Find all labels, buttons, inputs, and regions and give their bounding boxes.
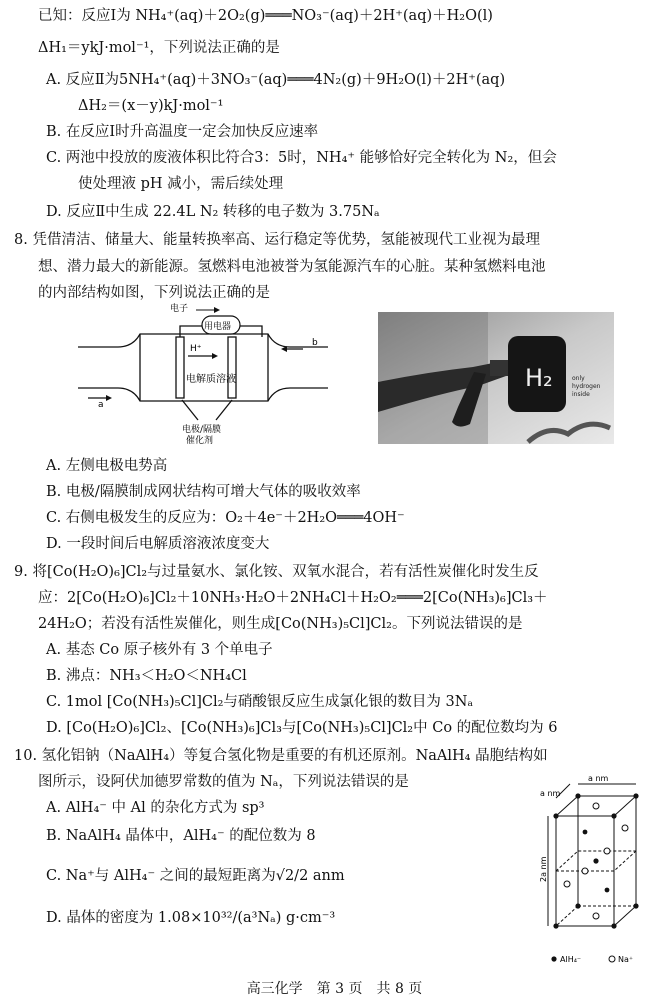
- a-label: a: [98, 400, 104, 410]
- membrane-label: 电极/隔膜: [182, 425, 222, 435]
- option-a: A. 基态 Co 原子核外有 3 个单电子: [46, 642, 273, 658]
- option-c: C. 两池中投放的废液体积比符合3：5时，NH₄⁺ 能够恰好完全转化为 N₂，但会: [46, 150, 557, 166]
- appliance-label: 用电器: [204, 322, 232, 332]
- hydrogen-label: hydrogen: [572, 383, 601, 390]
- h2-label: H₂: [525, 364, 553, 392]
- option-c: C. 右侧电极发生的反应为：O₂＋4e⁻＋2H₂O═══4OH⁻: [46, 510, 405, 526]
- option-b: B. 沸点：NH₃＜H₂O＜NH₄Cl: [46, 668, 247, 684]
- page-footer: 高三化学 第 3 页 共 8 页: [246, 981, 423, 997]
- hplus-label: H⁺: [190, 344, 202, 354]
- option-b: B. 在反应Ⅰ时升高温度一定会加快反应速率: [46, 124, 319, 140]
- question-10-text: 图所示，设阿伏加德罗常数的值为 Nₐ，下列说法错误的是: [38, 774, 409, 790]
- option-c-cont: 使处理液 pH 减小，需后续处理: [78, 176, 284, 192]
- option-a: A. 左侧电极电势高: [46, 458, 168, 474]
- option-d: D. 一段时间后电解质溶液浓度变大: [46, 536, 270, 552]
- question-8-text: 想、潜力最大的新能源。氢燃料电池被誉为氢能源汽车的心脏。某种氢燃料电池: [38, 259, 546, 275]
- legend-na: Na⁺: [618, 955, 634, 964]
- a-top-label: a nm: [588, 774, 609, 783]
- question-8-text: 的内部结构如图，下列说法正确的是: [38, 285, 270, 301]
- electrolyte-label: 电解质溶液: [186, 374, 236, 385]
- fuel-cell-diagram: [78, 304, 338, 444]
- option-b: B. NaAlH₄ 晶体中，AlH₄⁻ 的配位数为 8: [46, 828, 316, 844]
- hydrogen-fueling-photo: [378, 312, 614, 444]
- a-side-label: a nm: [540, 789, 561, 798]
- question-9-text: 9. 将[Co(H₂O)₆]Cl₂与过量氨水、氯化铵、双氧水混合，若有活性炭催化时发生反: [14, 564, 539, 580]
- option-d: D. 晶体的密度为 1.08×10³²/(a³Nₐ) g·cm⁻³: [46, 910, 336, 926]
- catalyst-label: 催化剂: [186, 436, 214, 446]
- question-8-text: 8. 凭借清洁、储量大、能量转换率高、运行稳定等优势，氢能被现代工业视为最理: [14, 232, 540, 248]
- question-9-text: 应：2[Co(H₂O)₆]Cl₂＋10NH₃·H₂O＋2NH₄Cl＋H₂O₂═══2[Co(NH₃)₆]Cl₃＋: [38, 590, 548, 606]
- legend-alh4: AlH₄⁻: [560, 955, 582, 964]
- option-d: D. [Co(H₂O)₆]Cl₂、[Co(NH₃)₆]Cl₃与[Co(NH₃)₅Cl]Cl₂中 Co 的配位数均为 6: [46, 720, 558, 736]
- inside-label: inside: [572, 391, 590, 398]
- option-d: D. 反应Ⅱ中生成 22.4L N₂ 转移的电子数为 3.75Nₐ: [46, 204, 380, 220]
- electron-label: 电子: [170, 304, 189, 314]
- only-label: only: [572, 375, 585, 382]
- question-7-text: 已知：反应Ⅰ为 NH₄⁺(aq)＋2O₂(g)═══NO₃⁻(aq)＋2H⁺(aq)＋H₂O(l): [38, 8, 493, 24]
- option-a: A. 反应Ⅱ为5NH₄⁺(aq)＋3NO₃⁻(aq)═══4N₂(g)＋9H₂O(l)＋2H⁺(aq): [46, 72, 506, 88]
- option-c: C. Na⁺与 AlH₄⁻ 之间的最短距离为√2/2 anm: [46, 868, 345, 884]
- option-b: B. 电极/隔膜制成网状结构可增大气体的吸收效率: [46, 484, 361, 500]
- option-a-cont: ΔH₂＝(x－y)kJ·mol⁻¹: [78, 98, 224, 114]
- crystal-cell-diagram: [540, 772, 660, 972]
- two-a-label: 2a nm: [539, 856, 548, 882]
- question-7-text: ΔH₁＝ykJ·mol⁻¹，下列说法正确的是: [38, 40, 280, 56]
- question-9-text: 24H₂O；若没有活性炭催化，则生成[Co(NH₃)₅Cl]Cl₂。下列说法错误的是: [38, 616, 523, 632]
- b-label: b: [312, 338, 318, 348]
- option-a: A. AlH₄⁻ 中 Al 的杂化方式为 sp³: [46, 800, 265, 816]
- question-10-text: 10. 氢化铝钠（NaAlH₄）等复合氢化物是重要的有机还原剂。NaAlH₄ 晶胞结构如: [14, 748, 548, 764]
- option-c: C. 1mol [Co(NH₃)₅Cl]Cl₂与硝酸银反应生成氯化银的数目为 3Nₐ: [46, 694, 474, 710]
